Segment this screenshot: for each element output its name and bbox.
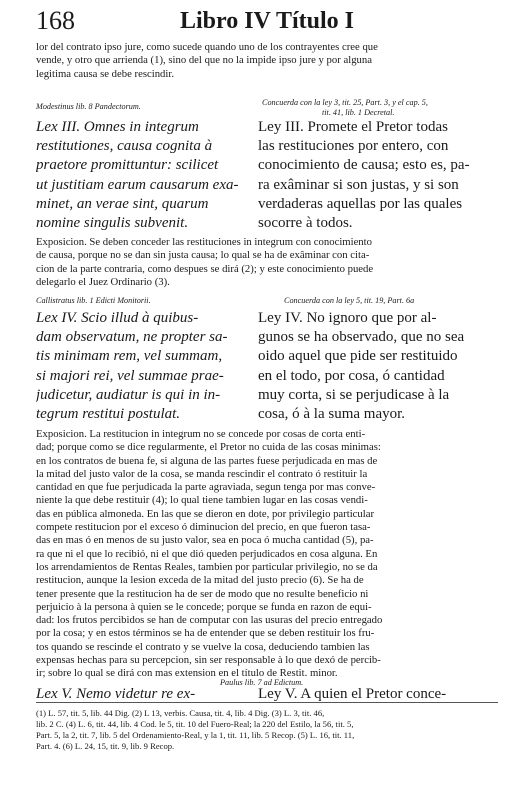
latin-line: Lex V. Nemo videtur re ex- <box>36 686 196 702</box>
spanish-line: gunos se ha observado, que no sea <box>258 329 465 346</box>
exposicion-line: ir; sobre lo qual se dirá con mas extension en el título de Restit. minor. <box>36 667 338 680</box>
law5-source: Paulus lib. 7 ad Edictum. <box>220 678 304 687</box>
law4-latin-text <box>36 309 248 424</box>
spanish-line: Ley III. Promete el Pretor todas <box>258 119 448 135</box>
law3-spanish-text <box>258 118 498 233</box>
spanish-line: Ley V. A quien el Pretor conce- <box>258 686 447 702</box>
footnote-line: lib. 2 C. (4) L. 6, tit. 44, lib. 4 Cod. le 5, tit. 10 del Fuero-Real; la 220 del Estilo, la 56, tit. 5, <box>36 719 354 729</box>
exposicion-line: das en mas ó en menos de su justo valor, sea en poca ó mucha cantidad (5), pa- <box>36 534 374 547</box>
source-line: Concuerda con la ley 3, tit. 25, Part. 3, y el cap. 5, <box>262 98 428 107</box>
footnote-rule <box>36 702 498 703</box>
footnote-line: Part. 5, la 2, tit. 7, lib. 5 del Ordenamiento-Real, y la 1, tit. 11, lib. 5 Recop. (5) L. 16, tit. 11, <box>36 730 355 740</box>
page-number: 168 <box>36 6 75 35</box>
latin-line: ut justitiam earum causarum exa- <box>36 176 239 193</box>
exposicion-line: niente la que debe restituir (4); lo qual tiene tambien lugar en las cosas vendi- <box>36 494 368 507</box>
exposicion-line: perjuicio à la persona à quien se le concede; porque se funda en razon de equi- <box>36 600 372 613</box>
law4-spanish-text <box>258 309 498 424</box>
latin-line: restitutiones, causa cognita à <box>36 138 213 155</box>
latin-line: Lex III. Omnes in integrum <box>36 119 199 135</box>
latin-line: dam observatum, ne propter sa- <box>36 329 228 346</box>
spanish-line: las restituciones por entero, con <box>258 138 449 155</box>
exposicion-line: en los contratos de buena fe, si alguna de las partes fuese perjudicada en mas de <box>36 454 378 467</box>
spanish-line: cosa, ó à la suma mayor. <box>258 406 406 423</box>
latin-line: judicetur, audiatur is qui in in- <box>36 386 221 403</box>
law3-latin-text <box>36 118 248 233</box>
exposicion-line: Exposicion. La restitucion in integrum no se concede por cosas de corta enti- <box>36 428 366 440</box>
exposicion-line: Exposicion. Se deben conceder las restituciones in integrum con conocimiento <box>36 236 372 248</box>
exposicion-line: restitucion, aunque la lesion exceda de la mitad del justo precio (6). Se ha de <box>36 574 364 587</box>
text-line: legitima causa se debe rescindir. <box>36 67 174 80</box>
source-line: tit. 41, lib. 1 Decretal. <box>322 108 395 117</box>
exposicion-line: cantidad en que fue perjudicada la parte agraviada, segun tenga por mas conve- <box>36 481 376 494</box>
law3-source-spanish <box>262 98 428 118</box>
exposicion-line: la mitad del justo valor de la cosa, se manda rescindir el contrato ó restituir la <box>36 467 368 480</box>
spanish-line: Ley IV. No ignoro que por al- <box>258 310 437 326</box>
latin-line: tis minimam rem, vel summam, <box>36 348 223 365</box>
law4-source-latin: Callistratus lib. 1 Edicti Monitorii. <box>36 296 151 305</box>
latin-line: Lex IV. Scio illud à quibus- <box>36 310 199 326</box>
exposicion-line: delegarlo el Juez Ordinario (3). <box>36 275 170 288</box>
text-line: lor del contrato ipso jure, como sucede quando uno de los contrayentes cree que <box>36 41 378 53</box>
exposicion-line: tos quando se rescinde el contrato y se vuelve la cosa, deduciendo tambien las <box>36 640 370 653</box>
exposicion-line: por la cosa; y en estos términos se ha de entender que se deben restituir los fru- <box>36 627 375 640</box>
footnotes <box>36 708 498 752</box>
latin-line: tegrum restitui postulat. <box>36 406 181 423</box>
spanish-line: oido aquel que pide ser restituido <box>258 348 458 365</box>
latin-line: si majori rei, vel summae prae- <box>36 367 224 384</box>
law4-source-spanish: Concuerda con la ley 5, tit. 19, Part. 6a <box>284 296 415 305</box>
exposicion-line: dad: los frutos percibidos se han de computar con las usuras del precio entregado <box>36 614 383 627</box>
exposicion-line: dad; porque como se dice regularmente, el Pretor no cuida de las cosas minimas: <box>36 441 381 454</box>
spanish-line: muy corta, si se perjudicase à la <box>258 386 450 403</box>
exposicion-line: compete restitucion por el exceso ó diminucion del precio, en que fueron tasa- <box>36 521 371 534</box>
footnote-line: (1) L. 57, tit. 5, lib. 44 Dig. (2) L 13, verbis. Causa, tit. 4, lib. 4 Dig. (3) L. 3, tit. 46, <box>36 708 325 718</box>
exposicion-line: ra que ni el que lo recibió, ni el que dió queden perjudicados en cosa alguna. En <box>36 547 378 560</box>
exposicion-line: de causa, porque no se dan sin justa causa; lo qual se ha de exâminar con cita- <box>36 249 370 262</box>
text-line: vende, y otro que arrienda (1), sino del que no la impide ipso jure y por alguna <box>36 54 372 67</box>
law4-exposicion <box>36 428 498 681</box>
spanish-line: conocimiento de causa; esto es, pa- <box>258 157 470 174</box>
exposicion-line: tener presente que la restitucion ha de ser de modo que no resulte beneficio ni <box>36 587 369 600</box>
spanish-line: en el todo, por cosa, ó cantidad <box>258 367 445 384</box>
law3-exposicion <box>36 236 498 289</box>
footnote-line: Part. 4. (6) L. 24, 15, tit. 9, lib. 9 Recop. <box>36 741 175 751</box>
latin-line: nomine singulis subvenit. <box>36 215 189 232</box>
latin-line: praetore promittuntur: scilicet <box>36 157 219 174</box>
spanish-line: ra exâminar si son justas, y si son <box>258 176 459 193</box>
exposicion-line: expensas hechas para su percepcion, sin ser responsable à lo que dexó de percib- <box>36 654 381 667</box>
continuation-paragraph <box>36 41 498 81</box>
law3-source-latin: Modestinus lib. 8 Pandectorum. <box>36 102 141 111</box>
exposicion-line: los arrendamientos de Rentas Reales, tambien por particular privilegio, no se da <box>36 560 378 573</box>
exposicion-line: das en pública almoneda. En las que se dieron en dote, por privilegio particular <box>36 507 375 520</box>
page-header <box>36 6 498 36</box>
latin-line: minet, an verae sint, quarum <box>36 195 209 212</box>
exposicion-line: cion de la parte contraria, como despues se dirá (2); y este conocimiento puede <box>36 262 374 275</box>
running-title: Libro IV Título I <box>179 8 355 34</box>
spanish-line: socorre à todos. <box>258 215 353 232</box>
spanish-line: verdaderas aquellas por las quales <box>258 195 463 212</box>
